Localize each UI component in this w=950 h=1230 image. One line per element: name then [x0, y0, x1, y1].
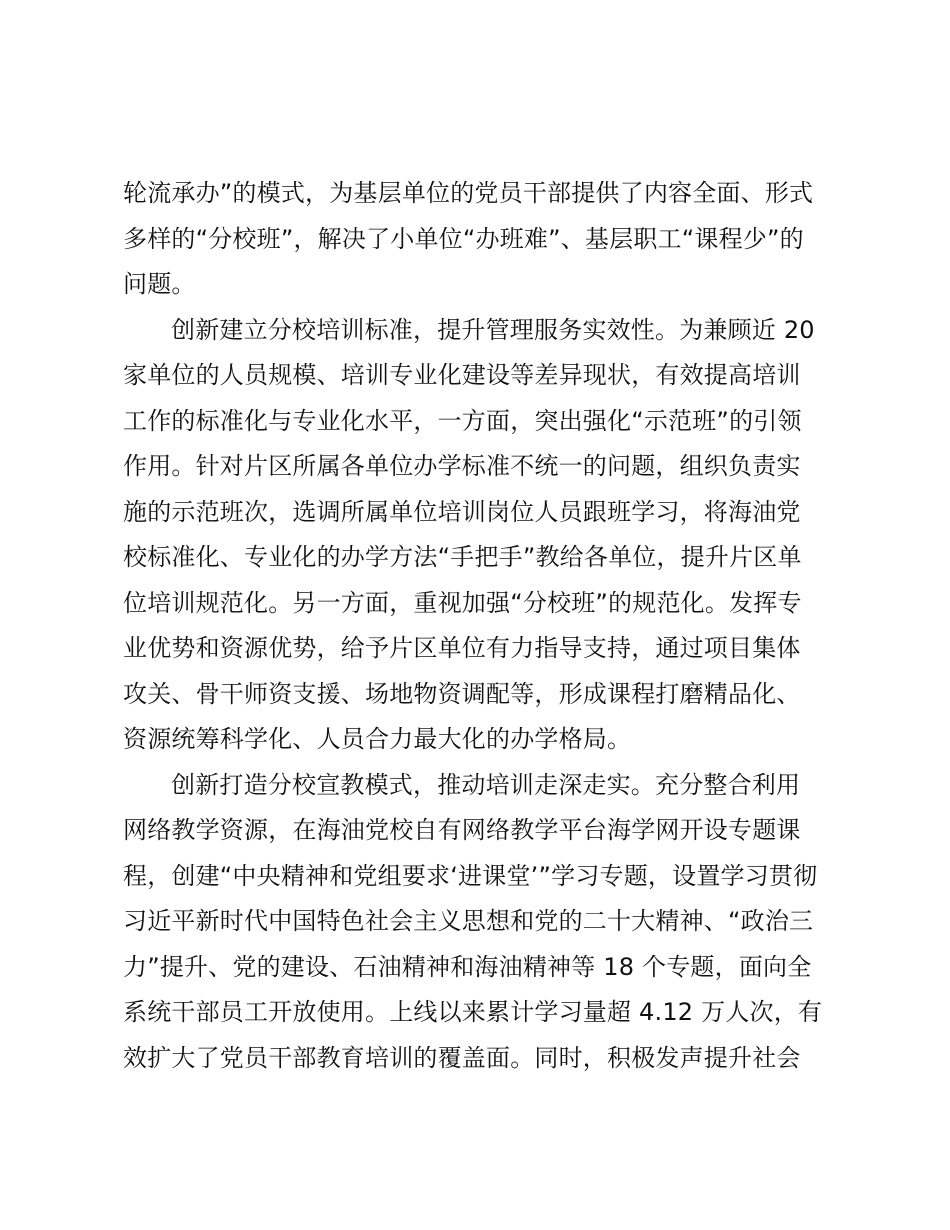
body-text [123, 171, 843, 1081]
paragraph-first-line: 创新打造分校宣教模式，推动培训走深走实。充分整合利用 [171, 770, 801, 799]
text-line: 网络教学资源，在海油党校自有网络教学平台海学网开设专题课 [123, 816, 801, 844]
text-line: 业优势和资源优势，给予片区单位有力指导支持，通过项目集体 [123, 634, 801, 662]
text-line: 家单位的人员规模、培训专业化建设等差异现状，有效提高培训 [123, 361, 801, 389]
text-line: 攻关、骨干师资支援、场地物资调配等，形成课程打磨精品化、 [123, 679, 801, 708]
text-line: 效扩大了党员干部教育培训的覆盖面。同时，积极发声提升社会 [123, 1043, 801, 1072]
text-line: 问题。 [123, 270, 196, 298]
text-line: 资源统筹科学化、人员合力最大化的办学格局。 [123, 725, 632, 753]
text-line: 位培训规范化。另一方面，重视加强“分校班”的规范化。发挥专 [123, 588, 802, 617]
paragraph-first-line: 创新建立分校培训标准，提升管理服务实效性。为兼顾近 20 [171, 315, 815, 344]
text-line: 系统干部员工开放使用。上线以来累计学习量超 4.12 万人次，有 [123, 998, 823, 1026]
text-line: 校标准化、专业化的办学方法“手把手”教给各单位，提升片区单 [123, 543, 802, 571]
text-line: 力”提升、党的建设、石油精神和海油精神等 18 个专题，面向全 [123, 952, 812, 981]
text-line: 多样的“分校班”，解决了小单位“办班难”、基层职工“课程少”的 [123, 224, 804, 253]
text-line: 习近平新时代中国特色社会主义思想和党的二十大精神、“政治三 [123, 907, 814, 935]
text-line: 作用。针对片区所属各单位办学标准不统一的问题，组织负责实 [123, 452, 801, 480]
text-line: 轮流承办”的模式，为基层单位的党员干部提供了内容全面、形式 [123, 179, 814, 207]
text-line: 施的示范班次，选调所属单位培训岗位人员跟班学习，将海油党 [123, 497, 801, 526]
text-line: 工作的标准化与专业化水平，一方面，突出强化“示范班”的引领 [123, 406, 802, 435]
text-line: 程，创建“中央精神和党组要求‘进课堂’”学习专题，设置学习贯彻 [123, 861, 818, 890]
